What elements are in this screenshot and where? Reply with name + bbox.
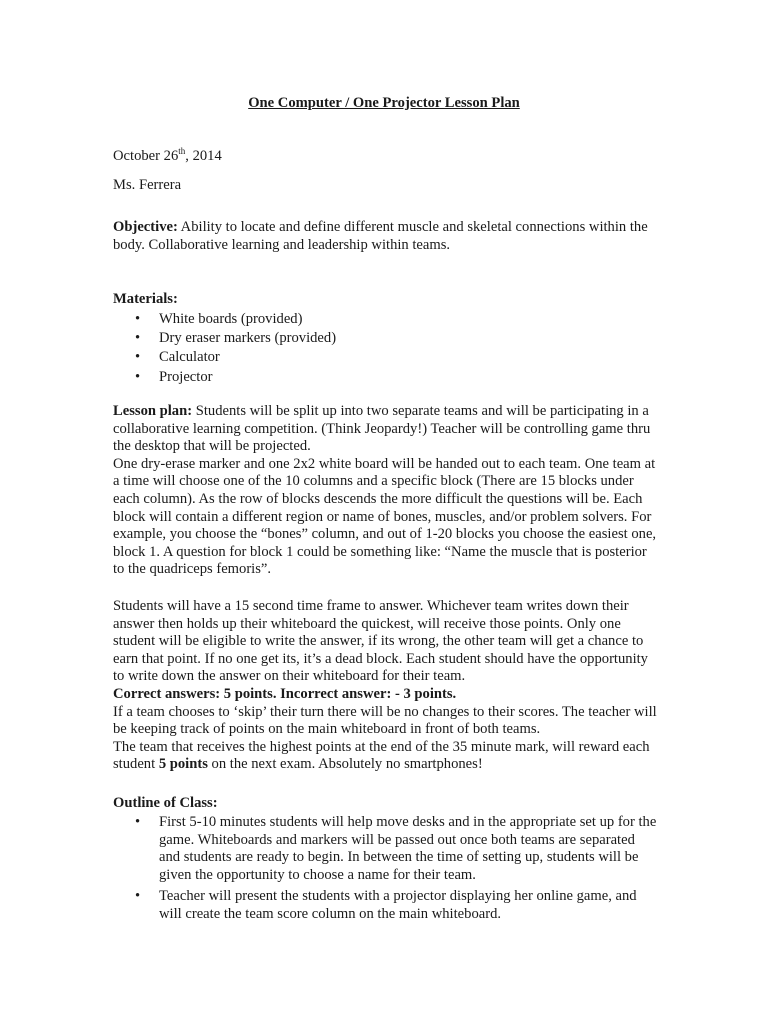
reward-paragraph — [113, 739, 658, 774]
reward-text-after: on the next exam. Absolutely no smartphones! — [207, 756, 483, 773]
materials-label: Materials: — [113, 291, 178, 307]
objective-paragraph — [113, 219, 658, 254]
document-title-text: One Computer / One Projector Lesson Plan — [248, 95, 520, 111]
reward-points: 5 points — [158, 756, 208, 773]
scoring-rule — [113, 686, 658, 704]
outline-heading — [113, 795, 658, 813]
teacher-name: Ms. Ferrera — [113, 177, 182, 193]
materials-item: • Calculator — [113, 348, 658, 367]
date-suffix: th — [178, 146, 186, 156]
date-line — [113, 148, 658, 166]
materials-heading — [113, 291, 658, 309]
lesson-plan-rules-paragraph: One dry-erase marker and one 2x2 white board will be handed out to each team. One team at a time will choose one of the 10 columns and a specific block (There are 15 blocks under each column). As the row of blocks descends the more difficult the questions will be. Each block will contain a different region or name of bones, muscles, and/or problem solvers. For example, you choose the “bones” column, and out of 1-20 blocks you choose the easiest one, block 1. A question for block 1 could be something like: “Name the muscle that is posterior to the quadriceps femoris”. — [113, 455, 657, 578]
outline-item: • First 5-10 minutes students will help move desks and in the appropriate set up for the game. Whiteboards and markers will be passed out once both teams are separated and students are ready to begin. In between the time of setting up, students will be given the opportunity to choose a name for their team. — [113, 814, 658, 884]
lesson-plan-label: Lesson plan: — [113, 403, 193, 419]
date-year: , 2014 — [185, 148, 222, 164]
lesson-plan-intro-text: Students will be split up into two separate teams and will be participating in a collaborative learning competition. (Think Jeopardy!) Teacher will be controlling game thru the desktop that will be projected. — [113, 403, 651, 455]
outline-item: • Teacher will present the students with a projector displaying her online game, and will create the team score column on the main whiteboard. — [113, 888, 658, 923]
materials-item: • White boards (provided) — [113, 310, 658, 329]
date-month-day: October 26 — [113, 148, 179, 164]
reward-text-before: The team that receives the highest points at the end of the 35 minute mark, will reward each student — [113, 738, 650, 773]
outline-list — [113, 814, 658, 924]
answer-rules-section — [113, 598, 658, 774]
lesson-plan-intro — [113, 403, 658, 456]
lesson-plan-section — [113, 403, 658, 579]
materials-item: • Dry eraser markers (provided) — [113, 329, 658, 348]
document-title — [0, 95, 768, 113]
objective-label: Objective: — [113, 219, 178, 235]
skip-turn-paragraph: If a team chooses to ‘skip’ their turn there will be no changes to their scores. The teacher will be keeping track of points on the main whiteboard in front of both teams. — [113, 703, 657, 738]
materials-list — [113, 310, 658, 387]
outline-label: Outline of Class: — [113, 795, 218, 811]
objective-text: Ability to locate and define different muscle and skeletal connections within the body. Collaborative learning and leadership within teams. — [113, 219, 648, 253]
materials-item: • Projector — [113, 368, 658, 387]
answer-time-paragraph: Students will have a 15 second time frame to answer. Whichever team writes down their answer then holds up their whiteboard the quickest, will receive those points. Only one student will be eligible to write the answer, if its wrong, the other team will get a chance to earn that point. If no one get its, it’s a dead block. Each student should have the opportunity to write down the answer on their whiteboard for their team. — [113, 598, 648, 685]
scoring-rule-text: Correct answers: 5 points. Incorrect answer: - 3 points. — [113, 685, 457, 702]
